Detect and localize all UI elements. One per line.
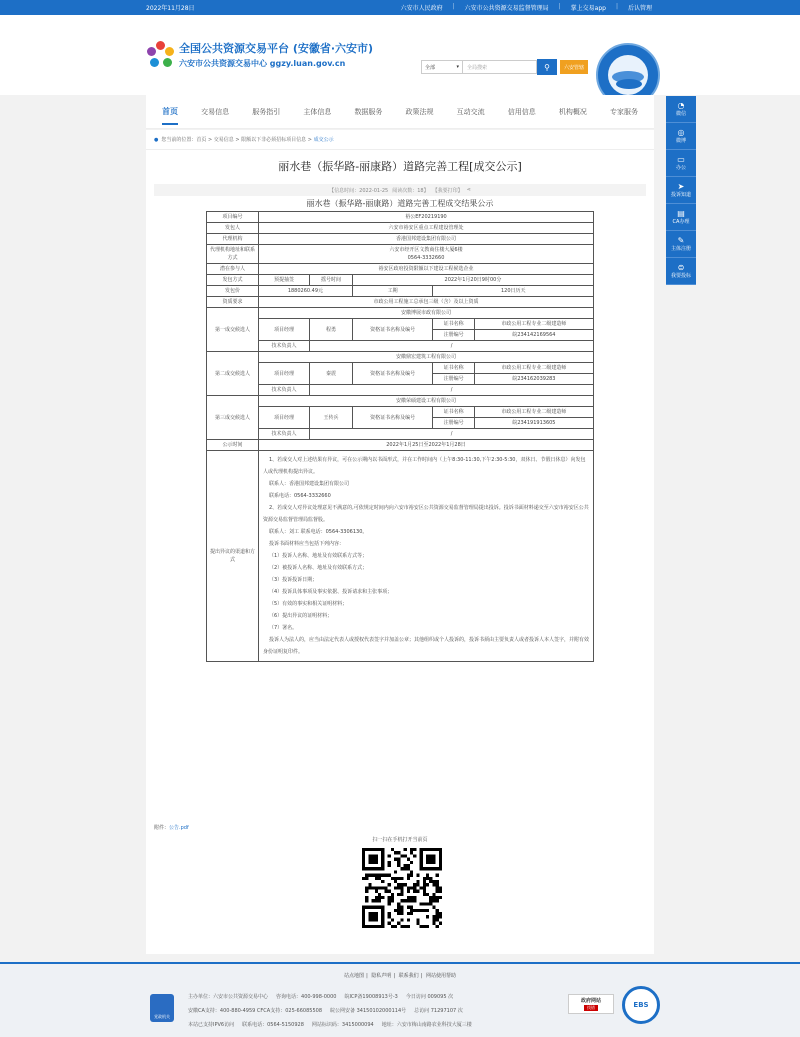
sidebar-complaint[interactable]: ➤ 投诉知道 — [666, 177, 696, 204]
sidebar-weibo[interactable]: ◎ 微博 — [666, 123, 696, 150]
sidebar-wechat[interactable]: ◔ 微信 — [666, 96, 696, 123]
breadcrumb-home[interactable]: 首页 — [196, 137, 207, 143]
top-link-gov[interactable]: 六安市人民政府 — [400, 5, 443, 12]
footer-sitemap[interactable]: 站点地图 — [344, 973, 365, 979]
district-button[interactable]: 六安管辖 — [560, 60, 588, 74]
footer-privacy[interactable]: 隐私声明 — [371, 973, 392, 979]
search-bar — [421, 59, 588, 75]
site-logo[interactable] — [147, 40, 373, 69]
party-badge-icon[interactable]: 党政机关 — [150, 994, 174, 1022]
site-subtitle: 六安市公共资源交易中心 — [179, 59, 267, 68]
attachment-link[interactable]: 公告.pdf — [169, 825, 189, 831]
nav-policy[interactable]: 政策法规 — [405, 107, 434, 116]
bid-icon: ⊜ — [677, 263, 685, 272]
nav-service-guide[interactable]: 服务指引 — [252, 107, 281, 116]
nav-home[interactable]: 首页 — [162, 106, 178, 125]
edit-icon: ✎ — [677, 236, 685, 245]
search-input[interactable]: 全局搜索 — [463, 60, 537, 74]
chevron-down-icon: ▾ — [456, 64, 459, 70]
nav-data-service[interactable]: 数据服务 — [354, 107, 383, 116]
result-table: 项目编号 裕公EF20219190 发包人 六安市裕安区重点工程建设管理处 代理机构 香港国邦建设集团有限公司 代理机构地址和联系方式 六安市经开区文教商住楼大厦6楼 0564-3332660 潜在参与人 裕安区政府投资限额以下建设工程候选企业 发包方式 预提抽签 摇号时间 2022年1月20日9时00分 发包价 1880260.49元 工期 120日历天 资质要求 市政公用工程施工总承包三级（含）及以上资质 第一成交候选人 安徽博展市政有限公司 项目经理 程勇 资格证书名称及编号 证书名称 市政公用工程专业二级建造师 注册编号 皖234142169564 技术负责人 / 第二成交候选人 安徽鼎宏建筑工程有限公司 项目经理 秦震 资格证书名称及编号 证书名称 市政公用工程专业二级建造师 注册编号 皖234162039283 技术负责人 / 第三成交候选人 安徽荣硕建设工程有限公司 项目经理 王传兵 资格证书名称及编号 证书名称 市政公用工程专业二级建造师 注册编号 皖234191913605 技术负责人 / 公示时间 2022年1月25日至2022年1月28日 提出异议的渠道和方式 1、若成交人对上述结果有异议，可在公示期内以书面形式，并在工作时间内（上午8:30-11:30,下午2:30-5:30，双休日、节假日休息）向发包人或代理机构提出异议。 联系人：香港国邦建设集团有限公司 联系电话：0564-3332660 2、若成交人对异议处理意见不满意的,可依规定时间内向六安市裕安区公共资源交易监督管理局提出投诉。投诉书面材料递交至六安市裕安区公共资源交易监督管理局监督股。 联系人：刘工 联系电话：0564-3306130。 投诉书面材料应当包括下列内容： （1）投诉人名称、地址及有效联系方式等； （2）被投诉人名称、地址及有效联系方式； （3）投诉投诉日期； （4）投诉具体事项及事实依据、投诉请求和主张事项； （5）有效的事实和相关证明材料； （6）提出异议的证明材料； （7）署名。 投诉人为法人的，应当由法定代表人或授权代表签字并加盖公章；其他组织或个人投诉的，投诉书须由主要负责人或者投诉人本人签字，并附有效身份证明复印件。 — [206, 211, 594, 662]
weibo-icon: ◎ — [677, 128, 685, 137]
nav-organization[interactable]: 机构概况 — [558, 107, 587, 116]
search-scope-select[interactable]: 全部 ▾ — [421, 60, 463, 74]
send-icon: ➤ — [677, 182, 685, 191]
top-link-bureau[interactable]: 六安市公共资源交易监督管理局 — [464, 5, 549, 12]
nav-interaction[interactable]: 互动交流 — [456, 107, 485, 116]
objection-text: 1、若成交人对上述结果有异议，可在公示期内以书面形式，并在工作时间内（上午8:30-11:30,下午2:30-5:30，双休日、节假日休息）向发包人或代理机构提出异议。 联系人：香港国邦建设集团有限公司 联系电话：0564-3332660 2、若成交人对异议处理意见不满意的,可依规定时间内向六安市裕安区公共资源交易监督管理局提出投诉。投诉书面材料递交至六安市裕安区公共资源交易监督管理局监督股。 联系人：刘工 联系电话：0564-3306130。 投诉书面材料应当包括下列内容： （1）投诉人名称、地址及有效联系方式等； （2）被投诉人名称、地址及有效联系方式； （3）投诉投诉日期； （4）投诉具体事项及事实依据、投诉请求和主张事项； （5）有效的事实和相关证明材料； （6）提出异议的证明材料； （7）署名。 投诉人为法人的，应当由法定代表人或授权代表签字并加盖公章；其他组织或个人投诉的，投诉书须由主要负责人或者投诉人本人签字，并附有效身份证明复印件。 — [263, 457, 590, 655]
right-sidebar — [666, 96, 696, 285]
sidebar-bid[interactable]: ⊜ 我要投标 — [666, 258, 696, 285]
footer-links: 站点地图 | 隐私声明 | 联系我们 | 网站使用帮助 — [344, 973, 456, 979]
page-title: 丽水巷（振华路-丽康路）道路完善工程[成交公示] — [278, 160, 522, 173]
site-title: 全国公共资源交易平台 (安徽省·六安市) — [179, 42, 374, 55]
search-icon: ⚲ — [544, 62, 550, 72]
share-icon[interactable]: ⋖ — [466, 187, 471, 193]
qr-code-icon — [362, 848, 442, 928]
nav-trade-info[interactable]: 交易信息 — [201, 107, 230, 116]
monitor-icon: ▭ — [677, 155, 685, 164]
wechat-icon: ◔ — [677, 101, 685, 110]
main-nav — [146, 95, 654, 129]
footer — [0, 962, 800, 1037]
search-button[interactable] — [537, 59, 557, 75]
sidebar-ca[interactable]: ▤ CA办理 — [666, 204, 696, 231]
breadcrumb-trade[interactable]: 交易信息 — [213, 137, 234, 143]
breadcrumb-current[interactable]: 成交公示 — [313, 137, 334, 143]
ebs-badge-icon[interactable]: EBS — [622, 986, 660, 1024]
nav-credit[interactable]: 信用信息 — [507, 107, 536, 116]
top-links: 六安市人民政府 | 六安市公共资源交易监督管理局 | 掌上交易app | 后认管理 — [400, 3, 652, 12]
top-link-admin[interactable]: 后认管理 — [627, 5, 652, 12]
breadcrumb: ● 您当前的位置： 首页 > 交易信息 > 限额以下非必须招标项目信息 > 成交公示 — [146, 130, 654, 150]
clipboard-icon: ▤ — [677, 209, 685, 218]
print-link[interactable]: 【我要打印】 — [432, 187, 463, 194]
site-domain: ggzy.luan.gov.cn — [269, 59, 346, 68]
meta-views: 阅读次数：18】 — [392, 187, 429, 194]
breadcrumb-limit[interactable]: 限额以下非必须招标项目信息 — [241, 137, 307, 143]
attachment: 附件：公告.pdf — [154, 825, 189, 831]
nav-entity-info[interactable]: 主体信息 — [303, 107, 332, 116]
scan-label: 扫一扫在手机打开当前页 — [372, 837, 428, 843]
location-pin-icon: ● — [154, 136, 159, 143]
header — [0, 15, 800, 95]
footer-help[interactable]: 网站使用帮助 — [425, 973, 456, 979]
nav-expert[interactable]: 专家服务 — [609, 107, 638, 116]
meta-date: 【信息时间：2022-01-25 — [329, 187, 389, 194]
content-panel — [146, 130, 654, 954]
sidebar-register[interactable]: ✎ 主体注册 — [666, 231, 696, 258]
document-title: 丽水巷（振华路-丽康路）道路完善工程成交结果公示 — [306, 199, 494, 208]
top-link-app[interactable]: 掌上交易app — [570, 5, 606, 12]
gov-site-badge[interactable]: 政府网站 找错 — [568, 994, 614, 1014]
logo-flower-icon — [147, 41, 175, 69]
footer-contact[interactable]: 联系我们 — [398, 973, 419, 979]
footer-info: 主办单位：六安市公共资源交易中心 咨询电话：400-998-0000 皖ICP备19008913号-3 今日访问 009095 次 安徽CA支持：400-880-4959 CFCA支持：025-66085508 皖公网安备 34150102000114号 总访问 71297107 次 本站已支持IPV6访问 联系电话：0564-5150928 网站标识码：3415000094 地址：六安市梅山南路农业科技大厦三楼 — [188, 994, 472, 1028]
top-date: 2022年11月28日 — [146, 5, 195, 12]
article-meta — [154, 184, 646, 196]
sidebar-office[interactable]: ▭ 办公 — [666, 150, 696, 177]
top-bar — [0, 0, 800, 15]
